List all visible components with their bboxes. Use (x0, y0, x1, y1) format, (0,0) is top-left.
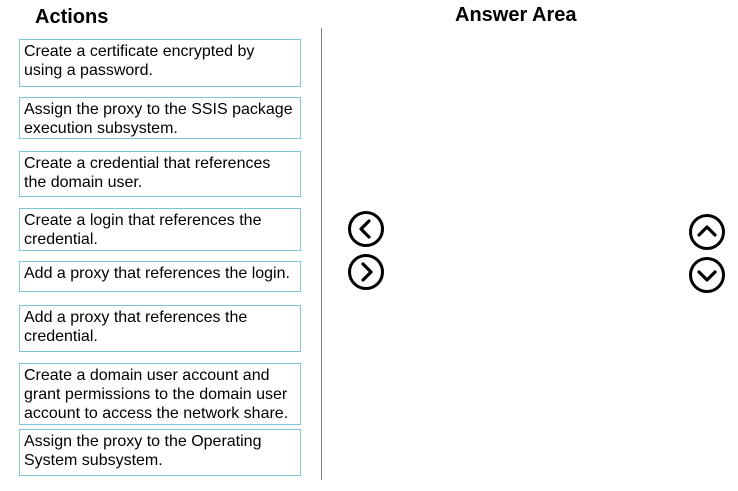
action-item[interactable] (19, 39, 301, 87)
chevron-left-circle-icon (347, 210, 385, 248)
action-item[interactable] (19, 363, 301, 425)
action-item-label: Create a certificate encrypted by using a password. (24, 43, 255, 79)
action-item[interactable] (19, 429, 301, 476)
action-item-label: Add a proxy that references the login. (24, 265, 290, 282)
action-item-label: Assign the proxy to the SSIS package execution subsystem. (24, 101, 293, 137)
move-left-button[interactable] (347, 210, 385, 248)
action-item-label: Add a proxy that references the credential. (24, 309, 248, 345)
move-up-button[interactable] (688, 213, 726, 251)
panel-divider (321, 28, 322, 480)
move-right-button[interactable] (347, 253, 385, 291)
chevron-up-circle-icon (688, 213, 726, 251)
chevron-down-circle-icon (688, 256, 726, 294)
action-item-label: Create a domain user account and grant permissions to the domain user account to access the network share. (24, 367, 289, 422)
action-item[interactable] (19, 151, 301, 197)
answer-area-heading: Answer Area (455, 4, 577, 26)
action-item[interactable] (19, 208, 301, 251)
action-item-label: Create a login that references the credential. (24, 212, 262, 248)
action-item[interactable] (19, 261, 301, 292)
actions-heading: Actions (35, 6, 109, 28)
action-item-label: Create a credential that references the domain user. (24, 155, 271, 191)
action-item[interactable] (19, 305, 301, 352)
move-down-button[interactable] (688, 256, 726, 294)
action-item-label: Assign the proxy to the Operating System subsystem. (24, 433, 262, 469)
action-item[interactable] (19, 97, 301, 139)
chevron-right-circle-icon (347, 253, 385, 291)
